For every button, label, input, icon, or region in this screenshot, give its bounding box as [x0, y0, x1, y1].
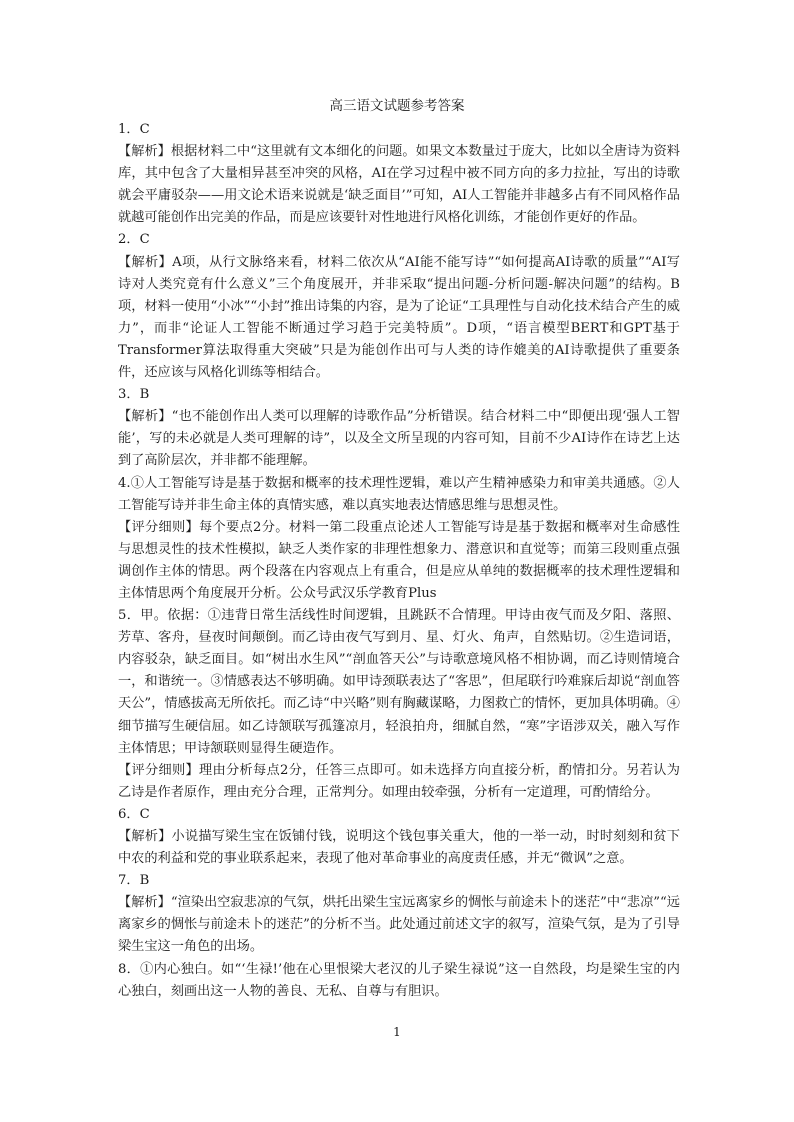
answer-number: 2．C	[118, 232, 150, 248]
page-number: 1	[393, 1025, 401, 1039]
scoring-paragraph: 【评分细则】每个要点2分。材料一第二段重点论述人工智能写诗是基于数据和概率对生命感性与思想灵性的技术性模拟，缺乏人类作家的非理性想象力、潜意识和直觉等；而第三段则重点强调创作主体的情思。两个段落在内容观点上有重合，但是应从单纯的数据概率的技术理性逻辑和主体情思两个角度展开分析。公众号武汉乐学教育Plus	[118, 519, 680, 601]
analysis-paragraph: 【解析】小说描写梁生宝在饭铺付钱，说明这个钱包事关重大，他的一举一动，时时刻刻和贫下中农的利益和党的事业联系起来，表现了他对革命事业的高度责任感，并无“微讽”之意。	[118, 829, 680, 867]
analysis-paragraph: 【解析】“也不能创作出人类可以理解的诗歌作品”分析错误。结合材料二中“即便出现‘强人工智能’，写的未必就是人类可理解的诗”，以及全文所呈现的内容可知，目前不少AI诗作在诗艺上达到了高阶层次，并非都不能理解。	[118, 409, 680, 469]
analysis-paragraph: 【解析】根据材料二中“这里就有文本细化的问题。如果文本数量过于庞大，比如以全唐诗为资料库，其中包含了大量相异甚至冲突的风格，AI在学习过程中被不同方向的多力拉扯，写出的诗歌就会平庸驳杂——用文论术语来说就是‘缺乏面目’”可知，AI人工智能并非越多占有不同风格作品就越可能创作出完美的作品，而是应该要针对性地进行风格化训练，才能创作更好的作品。	[118, 144, 680, 226]
answer-paragraph: 5．甲。依据：①违背日常生活线性时间逻辑，且跳跃不合情理。甲诗由夜气而及夕阳、落照、芳草、客舟，昼夜时间颠倒。而乙诗由夜气写到月、星、灯火、角声，自然贴切。②生造词语，内容驳杂，缺乏面目。如“树出水生风”“剖血答天公”与诗歌意境风格不相协调，而乙诗则情境合一，和谐统一。③情感表达不够明确。如甲诗颈联表达了“客思”，但尾联行吟难寐后却说“剖血答天公”，情感拔高无所依托。而乙诗“中兴略”则有胸藏谋略，力图救亡的情怀，更加具体明确。④细节描写生硬信屈。如乙诗颔联写孤篷凉月，轻浪拍舟，细腻自然，“寒”字语涉双关，融入写作主体情思；甲诗颔联则显得生硬造作。	[118, 608, 680, 756]
answer-paragraph: 4.①人工智能写诗是基于数据和概率的技术理性逻辑，难以产生精神感染力和审美共通感。②人工智能写诗并非生命主体的真情实感，难以真实地表达情感思维与思想灵性。	[118, 475, 680, 513]
answer-body	[118, 119, 680, 1003]
analysis-paragraph: 【解析】“渲染出空寂悲凉的气氛，烘托出梁生宝远离家乡的惆怅与前途未卜的迷茫”中“悲凉”“远离家乡的惆怅与前途未卜的迷茫”的分析不当。此处通过前述文字的叙写，渲染气氛，是为了引导梁生宝这一角色的出场。	[118, 895, 680, 955]
page-title: 高三语文试题参考答案	[329, 98, 465, 114]
answer-number: 1．C	[118, 122, 150, 137]
scoring-paragraph: 【评分细则】理由分析每点2分，任答三点即可。如未选择方向直接分析，酌情扣分。另若认为乙诗是作者原作，理由充分合理，正常判分。如理由较牵强，分析有一定道理，可酌情给分。	[118, 762, 680, 800]
analysis-paragraph: 【解析】A项，从行文脉络来看，材料二依次从“AI能不能写诗”“如何提高AI诗歌的质量”“AI写诗对人类究竟有什么意义”三个角度展开，并非采取“提出问题-分析问题-解决问题”的结构。B项，材料一使用“小冰”“小封”推出诗集的内容，是为了论证“工具理性与自动化技术结合产生的威力”，而非“论证人工智能不断通过学习趋于完美特质”。D项，“语言模型BERT和GPT基于Transformer算法取得重大突破”只是为能创作出可与人类的诗作媲美的AI诗歌提供了重要条件，还应该与风格化训练等相结合。	[118, 254, 680, 381]
answer-number: 3．B	[118, 387, 150, 403]
answer-number: 7．B	[118, 873, 150, 889]
answer-number: 6．C	[118, 806, 150, 822]
answer-paragraph: 8．①内心独白。如“‘生禄!’他在心里恨梁大老汉的儿子梁生禄说”这一自然段，均是梁生宝的内心独白，刻画出这一人物的善良、无私、自尊与有胆识。	[118, 961, 680, 999]
